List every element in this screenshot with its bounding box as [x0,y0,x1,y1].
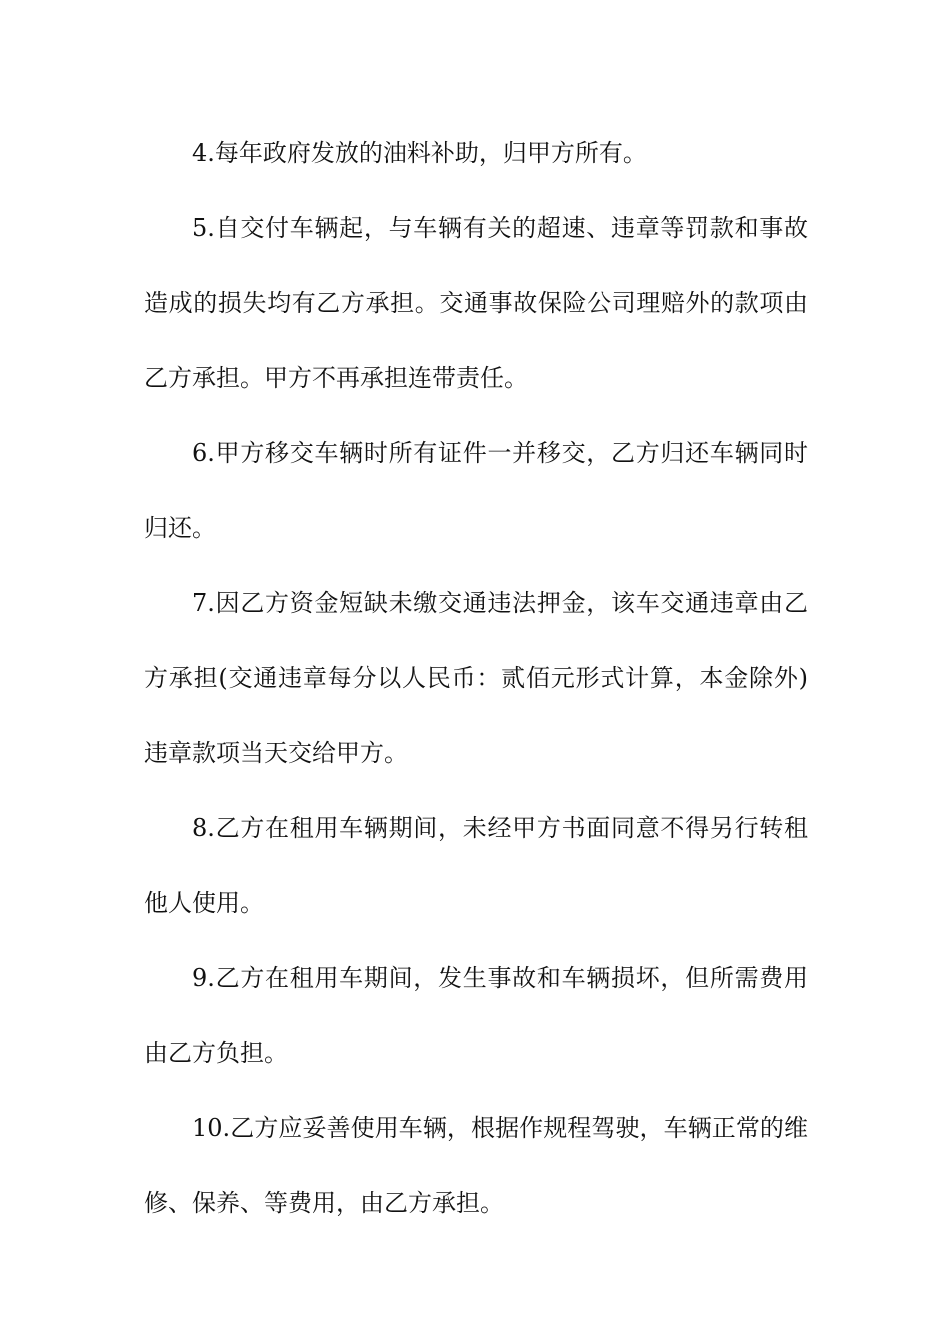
clause-8-line-1: 8.乙方在租用车辆期间，未经甲方书面同意不得另行转租 [192,814,808,842]
clause-7-line-1: 7.因乙方资金短缺未缴交通违法押金，该车交通违章由乙 [192,589,808,617]
document-body [144,128,808,1253]
clause-9-line-1: 9.乙方在租用车期间，发生事故和车辆损坏，但所需费用 [192,964,808,992]
clause-8-line-2: 他人使用。 [144,889,264,917]
clause-10-line-1: 10.乙方应妥善使用车辆，根据作规程驾驶，车辆正常的维 [192,1114,808,1142]
clause-7-line-3: 违章款项当天交给甲方。 [144,739,408,767]
clause-5-line-1: 5.自交付车辆起，与车辆有关的超速、违章等罚款和事故 [192,214,808,242]
clause-9-line-2: 由乙方负担。 [144,1039,288,1067]
clause-6-line-1: 6.甲方移交车辆时所有证件一并移交，乙方归还车辆同时 [192,439,808,467]
clause-7-line-2: 方承担(交通违章每分以人民币：贰佰元形式计算，本金除外) [144,664,808,692]
clause-6-line-2: 归还。 [144,514,216,542]
clause-10-line-2: 修、保养、等费用，由乙方承担。 [144,1189,504,1217]
clause-4-line-1: 4.每年政府发放的油料补助，归甲方所有。 [192,139,647,167]
clause-5-line-3: 乙方承担。甲方不再承担连带责任。 [144,364,528,392]
clause-5-line-2: 造成的损失均有乙方承担。交通事故保险公司理赔外的款项由 [144,289,808,317]
